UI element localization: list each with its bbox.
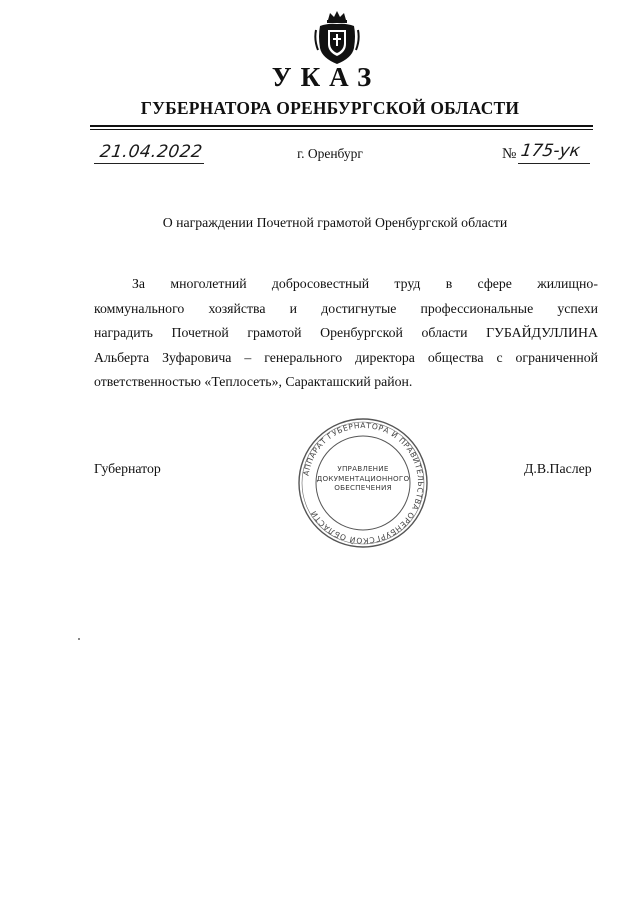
body-word: в — [445, 276, 453, 291]
body-word: Альберта — [94, 349, 150, 365]
body-word: труд — [394, 276, 421, 291]
stamp-line: УПРАВЛЕНИЕ — [337, 464, 389, 473]
scan-speck — [78, 638, 80, 640]
stamp-ring-text: АППАРАТ ГУБЕРНАТОРА И ПРАВИТЕЛЬСТВА ОРЕНБУРГСКОЙ ОБЛАСТИ — [301, 420, 426, 546]
document-date: 21.04.2022 — [98, 142, 204, 162]
document-title: УКАЗ — [271, 62, 381, 92]
body-word: генерального — [264, 349, 343, 365]
document-number: 175-ук — [519, 141, 582, 161]
document-city: г. Оренбург — [297, 146, 363, 161]
body-line-2 — [94, 297, 598, 322]
body-word: директора — [355, 349, 415, 365]
body-word: ограниченной — [515, 349, 598, 365]
date-underline — [94, 163, 204, 164]
stamp-center-text — [316, 464, 410, 493]
coat-of-arms-icon — [314, 10, 360, 66]
body-word: успехи — [557, 300, 598, 316]
stamp-line: ДОКУМЕНТАЦИОННОГО — [316, 473, 410, 483]
header-rule-thin — [90, 129, 593, 130]
body-word: Почетной — [171, 325, 229, 340]
body-line-1 — [94, 272, 598, 297]
body-word: ГУБАЙДУЛЛИНА — [486, 325, 598, 340]
body-word: сфере — [477, 276, 512, 291]
signatory-name: Д.В.Паслер — [524, 461, 592, 476]
body-word: наградить — [94, 325, 153, 340]
body-word: коммунального — [94, 300, 185, 316]
body-word: Оренбургской — [320, 325, 403, 340]
body-word: жилищно- — [537, 276, 598, 291]
signatory-position: Губернатор — [94, 461, 161, 476]
body-word: грамотой — [247, 325, 302, 340]
document-subject: О награждении Почетной грамотой Оренбургской области — [162, 215, 508, 230]
body-word: хозяйства — [208, 300, 266, 316]
body-word: добросовестный — [271, 276, 370, 291]
body-line-5: ответственностью «Теплосеть», Саракташский район. — [94, 374, 413, 389]
body-line-4 — [94, 346, 598, 371]
number-sign: № — [502, 146, 517, 162]
body-word: с — [496, 349, 503, 365]
body-word: и — [289, 300, 298, 316]
stamp-line: ОБЕСПЕЧЕНИЯ — [334, 483, 392, 492]
body-word: Зуфаровича — [162, 349, 232, 365]
body-word: многолетний — [170, 276, 247, 291]
body-word: – — [244, 349, 252, 365]
body-word: достигнутые — [321, 300, 397, 316]
document-body — [94, 272, 598, 395]
body-word: За — [132, 276, 146, 291]
body-word: профессиональные — [420, 300, 534, 316]
body-line-3 — [94, 321, 598, 346]
body-word: области — [421, 325, 468, 340]
number-underline — [518, 163, 590, 164]
document-subtitle: ГУБЕРНАТОРА ОРЕНБУРГСКОЙ ОБЛАСТИ — [140, 98, 520, 118]
body-word: общества — [427, 349, 484, 365]
header-rule-thick — [90, 125, 593, 127]
